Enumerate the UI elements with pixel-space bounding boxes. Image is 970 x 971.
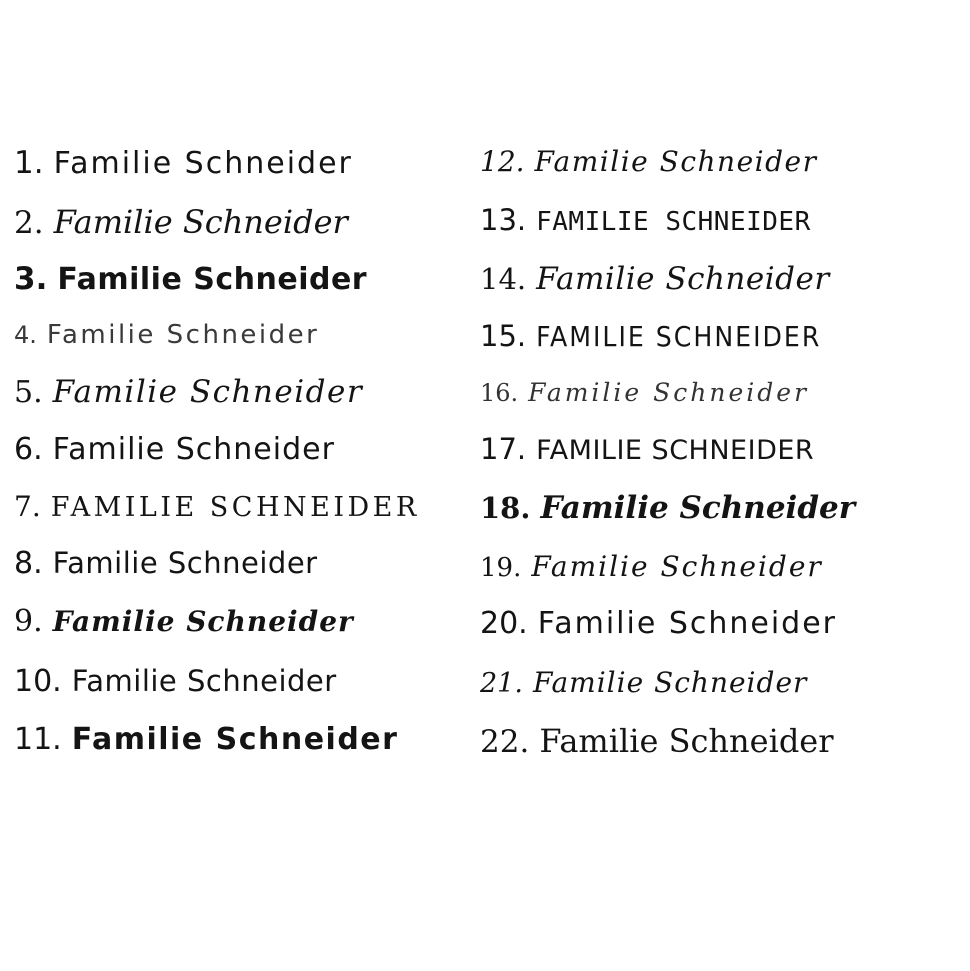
sample-number: 20. — [480, 606, 528, 641]
sample-text: Familie Schneider — [52, 374, 364, 410]
sample-number: 15. — [480, 319, 527, 353]
sample-number: 22. — [480, 724, 530, 760]
sample-text: Familie Schneider — [57, 262, 368, 297]
font-sample-7[interactable] — [14, 490, 480, 549]
sample-text: Familie Schneider — [52, 432, 335, 467]
font-sample-5[interactable] — [14, 374, 480, 435]
sample-number: 18. — [480, 491, 531, 525]
font-sample-12[interactable] — [480, 145, 970, 206]
sample-number: 12. — [480, 145, 525, 178]
sample-number: 4. — [14, 321, 37, 349]
sample-number: 10. — [14, 664, 62, 699]
sample-text: Familie Schneider — [539, 722, 834, 760]
sample-number: 8. — [14, 546, 43, 581]
font-sample-17[interactable] — [480, 432, 970, 493]
sample-text: Familie Schneider — [532, 666, 808, 699]
font-sample-2[interactable] — [14, 203, 480, 264]
sample-number: 5. — [14, 375, 43, 410]
sample-columns — [0, 145, 970, 783]
left-column — [0, 145, 480, 783]
sample-number: 16. — [480, 379, 519, 407]
sample-text: Familie Schneider — [531, 550, 823, 583]
font-sample-1[interactable] — [14, 145, 480, 206]
sample-number: 1. — [14, 145, 44, 181]
font-sample-3[interactable] — [14, 261, 480, 322]
sample-number: 17. — [480, 432, 527, 466]
font-sample-20[interactable] — [480, 606, 970, 669]
sample-text: Familie Schneider — [534, 145, 818, 178]
sample-number: 13. — [480, 203, 527, 237]
font-sample-19[interactable] — [480, 550, 970, 609]
sample-text: Familie Schneider — [537, 606, 838, 641]
sample-text: Familie Schneider — [52, 605, 354, 638]
font-sample-4[interactable] — [14, 322, 480, 377]
sample-number: 9. — [14, 604, 43, 639]
font-sample-14[interactable] — [480, 261, 970, 322]
sample-number: 21. — [480, 668, 523, 699]
sample-number: 3. — [14, 261, 48, 297]
font-sample-9[interactable] — [14, 604, 480, 667]
sample-text: FAMILIE SCHNEIDER — [536, 207, 811, 237]
sample-text: Familie Schneider — [46, 320, 320, 350]
sample-number: 7. — [14, 490, 41, 523]
sample-text: Familie Schneider — [528, 378, 810, 407]
font-sample-11[interactable] — [14, 722, 480, 783]
sample-text: FAMILIE SCHNEIDER — [536, 435, 815, 466]
sample-text: Familie Schneider — [540, 490, 856, 526]
sample-number: 19. — [480, 553, 522, 583]
sample-number: 11. — [14, 722, 62, 757]
sample-number: 14. — [480, 262, 527, 296]
font-sample-22[interactable] — [480, 722, 970, 783]
font-sample-18[interactable] — [480, 490, 970, 553]
sample-text: Familie Schneider — [53, 203, 348, 241]
font-sample-6[interactable] — [14, 432, 480, 493]
font-sample-13[interactable] — [480, 203, 970, 264]
font-sample-8[interactable] — [14, 546, 480, 607]
font-sample-21[interactable] — [480, 666, 970, 725]
font-sample-10[interactable] — [14, 664, 480, 725]
sample-text: FAMILIE SCHNEIDER — [536, 320, 822, 353]
sample-text: Familie Schneider — [53, 146, 353, 181]
right-column — [480, 145, 970, 783]
sample-number: 2. — [14, 205, 44, 241]
font-sample-16[interactable] — [480, 380, 970, 435]
sample-text: Familie Schneider — [71, 664, 337, 698]
sample-text: Familie Schneider — [71, 722, 399, 757]
sample-text: FAMILIE SCHNEIDER — [50, 492, 420, 523]
sample-text: Familie Schneider — [52, 546, 318, 580]
font-sample-15[interactable] — [480, 319, 970, 380]
sample-number: 6. — [14, 432, 43, 467]
sample-text: Familie Schneider — [536, 261, 830, 297]
